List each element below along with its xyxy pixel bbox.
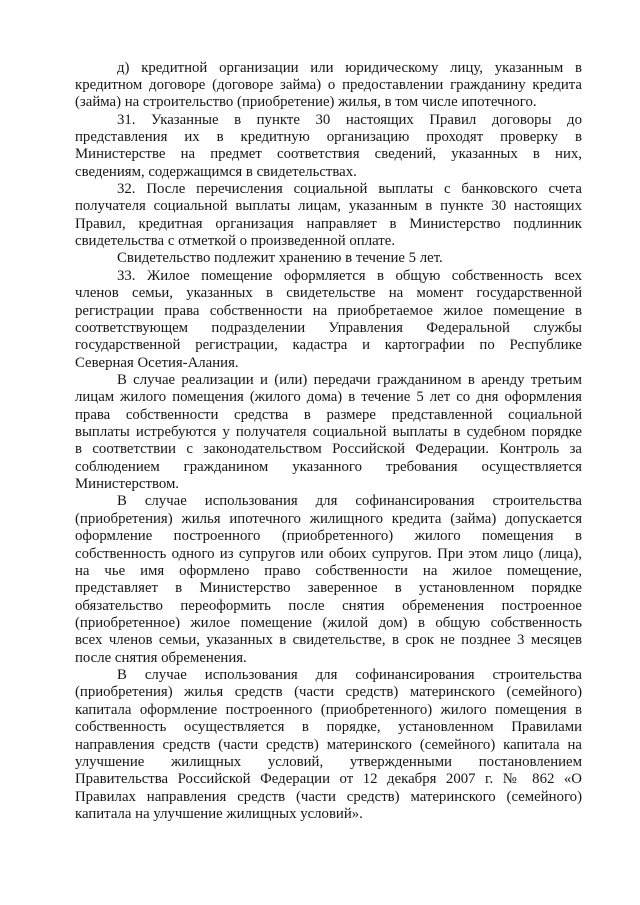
text-line: Правительства Российской Федерации от 12 декабря 2007 г. № 862 «О [75,771,582,788]
text-line: свидетельства с отметкой о произведенной оплате. [75,233,396,250]
text-line: Министерством. [75,476,180,493]
text-line: В случае использования для софинансирования строительства [117,667,582,684]
text-line: представляет в Министерство заверенное в установленном порядке [75,580,582,597]
text-line: направления средств (части средств) материнского (семейного) капитала на [75,736,582,753]
text-line: всех членов семьи, указанных в свидетельстве, в срок не позднее 3 месяцев [75,632,582,649]
text-line: выплаты истребуются у получателя социальной выплаты в судебном порядке [75,424,582,441]
text-line: представления их в кредитную организацию проходят проверку в [75,128,582,145]
text-line: соответствующем подразделении Управления Федеральной службы [75,319,582,336]
text-line: д) кредитной организации или юридическому лицу, указанным в [117,59,582,76]
text-line: Правилах направления средств (части средств) материнского (семейного) [75,788,582,805]
text-line: В случае использования для софинансирования строительства [117,493,582,510]
text-line: капитала на улучшение жилищных условий». [75,805,363,822]
text-line: получателя социальной выплаты лицам, указанным в пункте 30 настоящих [75,198,582,215]
text-line: права собственности средства в размере представленной социальной [75,406,582,423]
paragraph-certificate-storage [75,250,582,267]
text-line: (приобретения) жилья средств (части средств) материнского (семейного) [75,684,582,701]
paragraph-31 [75,112,582,181]
text-line: регистрации права собственности на приобретаемое жилое помещение в [75,302,582,319]
paragraph-33 [75,268,582,372]
text-line: 33. Жилое помещение оформляется в общую собственность всех [117,267,582,284]
text-line: Правил, кредитная организация направляет в Министерство подлинник [75,215,582,232]
text-line: после снятия обременения. [75,649,247,666]
paragraph-item-d [75,60,582,112]
text-line: лицам жилого помещения (жилого дома) в течение 5 лет со дня оформления [75,389,582,406]
text-line: собственность осуществляется в порядке, установленном Правилами [75,719,582,736]
text-line: на чье имя оформлено право собственности на жилое помещение, [75,562,582,579]
text-line: В случае реализации и (или) передачи гражданином в аренду третьим [117,371,582,388]
document-body [75,60,582,824]
text-line: 31. Указанные в пункте 30 настоящих Правил договоры до [117,111,582,128]
text-line: кредитном договоре (договоре займа) о предоставлении гражданину кредита [75,76,582,93]
paragraph-maternity-capital [75,667,582,823]
text-line: в соответствии с законодательством Российской Федерации. Контроль за [75,441,582,458]
text-line: (приобретения) жилья ипотечного жилищного кредита (займа) допускается [75,510,582,527]
text-line: Свидетельство подлежит хранению в течение 5 лет. [117,250,443,267]
text-line: членов семьи, указанных в свидетельстве на момент государственной [75,285,582,302]
text-line: 32. После перечисления социальной выплаты с банковского счета [117,181,582,198]
paragraph-sale-or-lease [75,372,582,494]
text-line: Северная Осетия-Алания. [75,354,239,371]
text-line: сведениям, содержащимся в свидетельствах. [75,163,357,180]
text-line: обязательство переоформить после снятия обременения построенное [75,597,582,614]
text-line: государственной регистрации, кадастра и картографии по Республике [75,337,582,354]
text-line: (займа) на строительство (приобретение) жилья, в том числе ипотечного. [75,94,537,111]
text-line: собственность одного из супругов или обоих супругов. При этом лицо (лица), [75,545,582,562]
paragraph-mortgage-cofinancing [75,493,582,667]
text-line: капитала оформление построенного (приобретенного) жилого помещения в [75,701,582,718]
text-line: (приобретенное) жилое помещение (жилой дом) в общую собственность [75,615,582,631]
text-line: оформление построенного (приобретенного) жилого помещения в [75,528,582,545]
text-line: улучшение жилищных условий, утвержденными постановлением [75,753,582,770]
paragraph-32 [75,181,582,250]
text-line: соблюдением гражданином указанного требования осуществляется [75,458,582,475]
text-line: Министерстве на предмет соответствия сведений, указанных в них, [75,146,582,163]
